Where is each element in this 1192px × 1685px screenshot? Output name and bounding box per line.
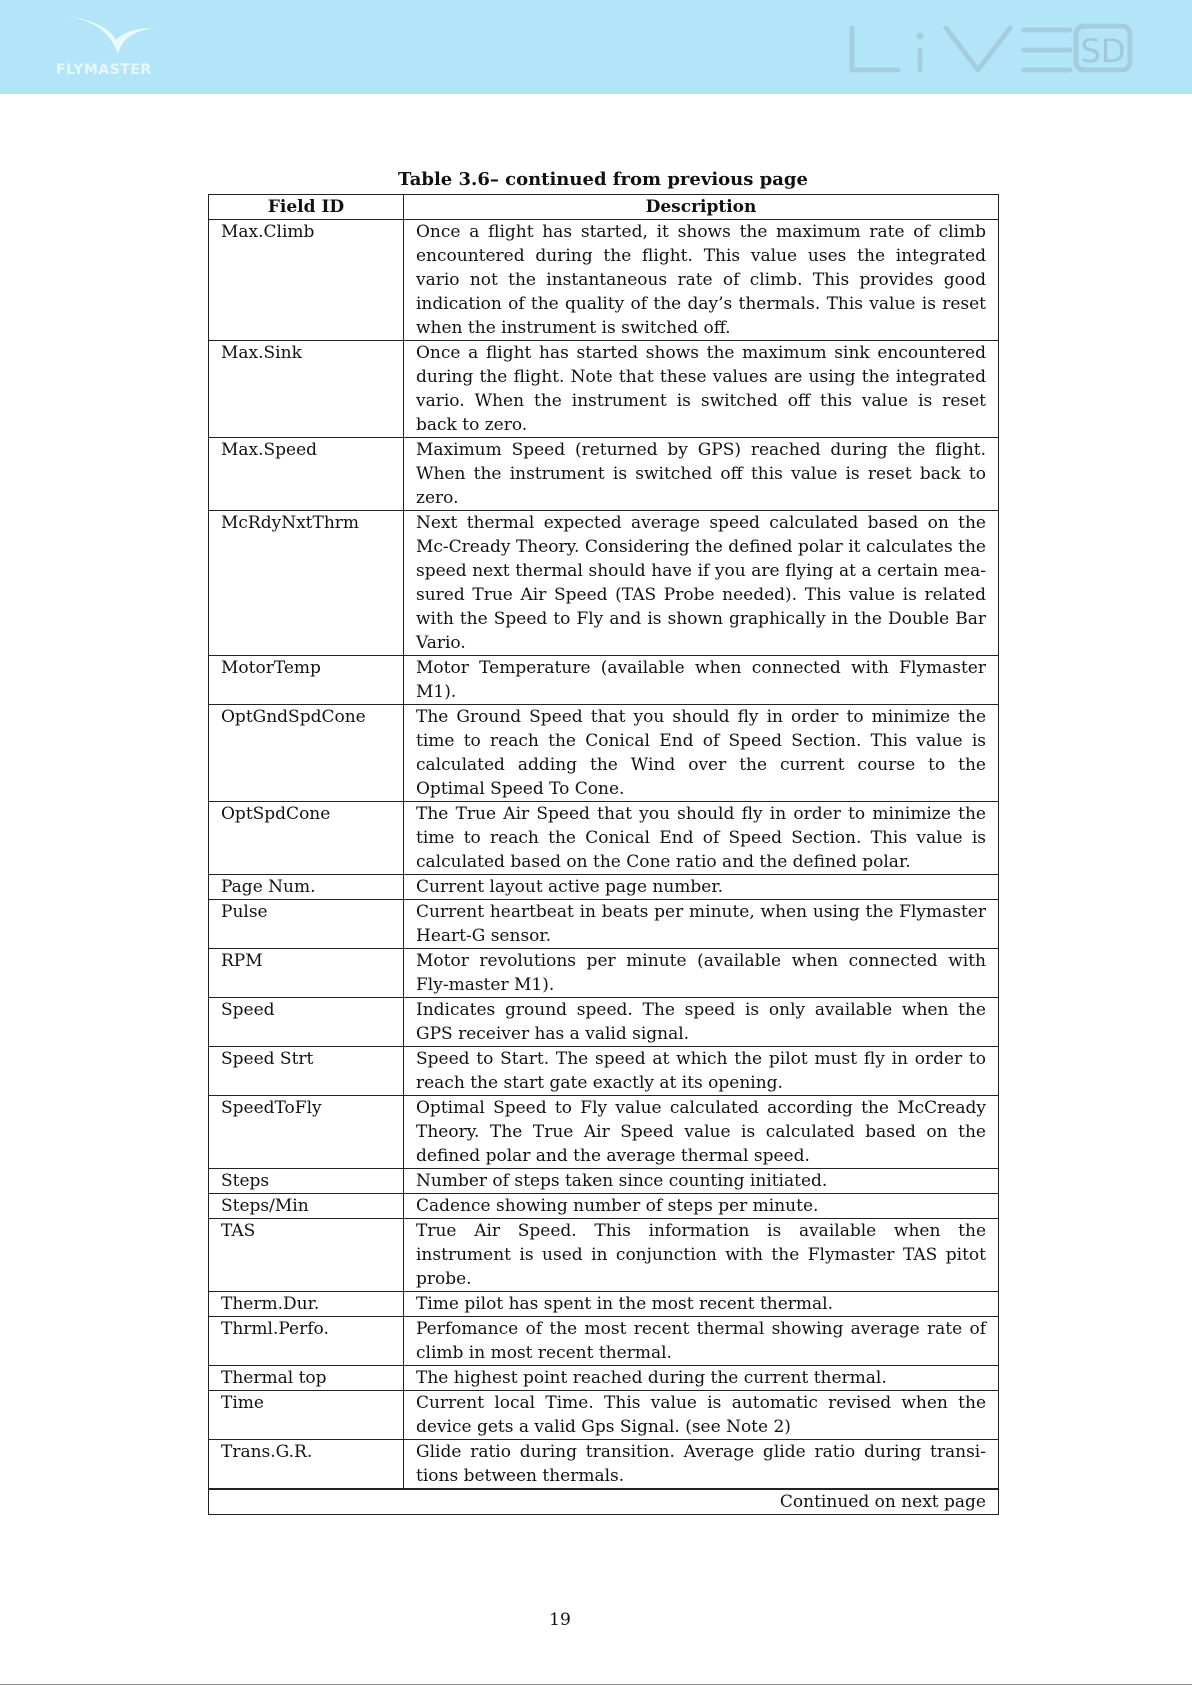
table-row (209, 656, 999, 705)
description-cell: Optimal Speed to Fly value calculated according the McCready Theory. The True Air Speed value is calculated based on the defined polar and the average thermal speed. (404, 1096, 999, 1169)
description-cell: Current local Time. This value is automatic revised when the device gets a valid Gps Signal. (see Note 2) (404, 1391, 999, 1440)
description-cell: Speed to Start. The speed at which the pilot must fly in order to reach the start gate exactly at its opening. (404, 1047, 999, 1096)
description-cell: Cadence showing number of steps per minute. (404, 1194, 999, 1219)
field-id-cell: Speed (209, 998, 404, 1047)
description-cell: Number of steps taken since counting initiated. (404, 1169, 999, 1194)
field-id-cell: Page Num. (209, 875, 404, 900)
field-id-cell: Speed Strt (209, 1047, 404, 1096)
table-row (209, 705, 999, 802)
flymaster-logo (56, 14, 168, 80)
description-cell: Once a flight has started shows the maximum sink encountered during the flight. Note that these values are using the integrated vario. When the instrument is switched off this value is reset back to zero. (404, 341, 999, 438)
field-id-cell: Thermal top (209, 1366, 404, 1391)
column-header-field-id: Field ID (209, 195, 404, 220)
continued-note: Continued on next page (209, 1489, 999, 1515)
field-id-cell: RPM (209, 949, 404, 998)
description-cell: Indicates ground speed. The speed is only available when the GPS receiver has a valid signal. (404, 998, 999, 1047)
field-id-cell: Steps (209, 1169, 404, 1194)
description-cell: The Ground Speed that you should fly in order to minimize the time to reach the Conical End of Speed Section. This value is calculated adding the Wind over the current course to the Optimal Speed To Cone. (404, 705, 999, 802)
description-cell: Once a flight has started, it shows the maximum rate of climb encountered during the flight. This value uses the integrated vario not the instantaneous rate of climb. This provides good indication of the quality of the day’s thermals. This value is reset when the instrument is switched off. (404, 220, 999, 341)
description-cell: The highest point reached during the current thermal. (404, 1366, 999, 1391)
description-cell: Glide ratio during transition. Average glide ratio during transi-tions between thermals. (404, 1440, 999, 1490)
flymaster-wing-icon (66, 14, 156, 60)
table-row (209, 1292, 999, 1317)
field-id-cell: Trans.G.R. (209, 1440, 404, 1490)
table-row (209, 220, 999, 341)
flymaster-wordmark: FLYMASTER (56, 62, 152, 78)
field-id-cell: Max.Climb (209, 220, 404, 341)
table-row (209, 802, 999, 875)
table-header-row (209, 195, 999, 220)
description-cell: Current heartbeat in beats per minute, when using the Flymaster Heart-G sensor. (404, 900, 999, 949)
field-id-cell: Steps/Min (209, 1194, 404, 1219)
field-id-cell: TAS (209, 1219, 404, 1292)
table-row (209, 341, 999, 438)
field-id-cell: Pulse (209, 900, 404, 949)
table-row (209, 1219, 999, 1292)
table-row (209, 949, 999, 998)
field-id-cell: McRdyNxtThrm (209, 511, 404, 656)
table-row (209, 438, 999, 511)
field-id-cell: Max.Speed (209, 438, 404, 511)
header-banner (0, 0, 1192, 94)
description-cell: The True Air Speed that you should fly in order to minimize the time to reach the Conical End of Speed Section. This value is calculated based on the Cone ratio and the defined polar. (404, 802, 999, 875)
description-cell: True Air Speed. This information is available when the instrument is used in conjunction with the Flymaster TAS pitot probe. (404, 1219, 999, 1292)
field-id-cell: Thrml.Perfo. (209, 1317, 404, 1366)
table-row (209, 1391, 999, 1440)
description-cell: Motor revolutions per minute (available when connected with Fly-master M1). (404, 949, 999, 998)
field-id-cell: OptSpdCone (209, 802, 404, 875)
table-row (209, 1366, 999, 1391)
table-row (209, 1440, 999, 1490)
table-row (209, 511, 999, 656)
description-cell: Next thermal expected average speed calculated based on the Mc-Cready Theory. Considering the defined polar it calculates the speed next thermal should have if you are flying at a certain mea-sured True Air Speed (TAS Probe needed). This value is related with the Speed to Fly and is shown graphically in the Double Bar Vario. (404, 511, 999, 656)
table-caption: Table 3.6– continued from previous page (398, 169, 808, 190)
field-id-cell: Therm.Dur. (209, 1292, 404, 1317)
field-id-cell: Time (209, 1391, 404, 1440)
field-id-cell: MotorTemp (209, 656, 404, 705)
description-cell: Time pilot has spent in the most recent thermal. (404, 1292, 999, 1317)
live-sd-wordmark-icon (848, 22, 1134, 78)
description-cell: Maximum Speed (returned by GPS) reached during the flight. When the instrument is switched off this value is reset back to zero. (404, 438, 999, 511)
table-row (209, 1317, 999, 1366)
table-row (209, 1169, 999, 1194)
field-id-cell: SpeedToFly (209, 1096, 404, 1169)
table-row (209, 900, 999, 949)
continued-row (209, 1489, 999, 1515)
field-id-cell: Max.Sink (209, 341, 404, 438)
table-row (209, 998, 999, 1047)
field-description-table (208, 194, 999, 1515)
page-number: 19 (549, 1610, 571, 1630)
table-row (209, 1047, 999, 1096)
description-cell: Perfomance of the most recent thermal showing average rate of climb in most recent thermal. (404, 1317, 999, 1366)
column-header-description: Description (404, 195, 999, 220)
live-sd-logo (848, 22, 1134, 78)
field-id-cell: OptGndSpdCone (209, 705, 404, 802)
description-cell: Motor Temperature (available when connected with Flymaster M1). (404, 656, 999, 705)
description-cell: Current layout active page number. (404, 875, 999, 900)
svg-text:SD: SD (1080, 32, 1126, 70)
table-row (209, 875, 999, 900)
table-row (209, 1194, 999, 1219)
table-row (209, 1096, 999, 1169)
